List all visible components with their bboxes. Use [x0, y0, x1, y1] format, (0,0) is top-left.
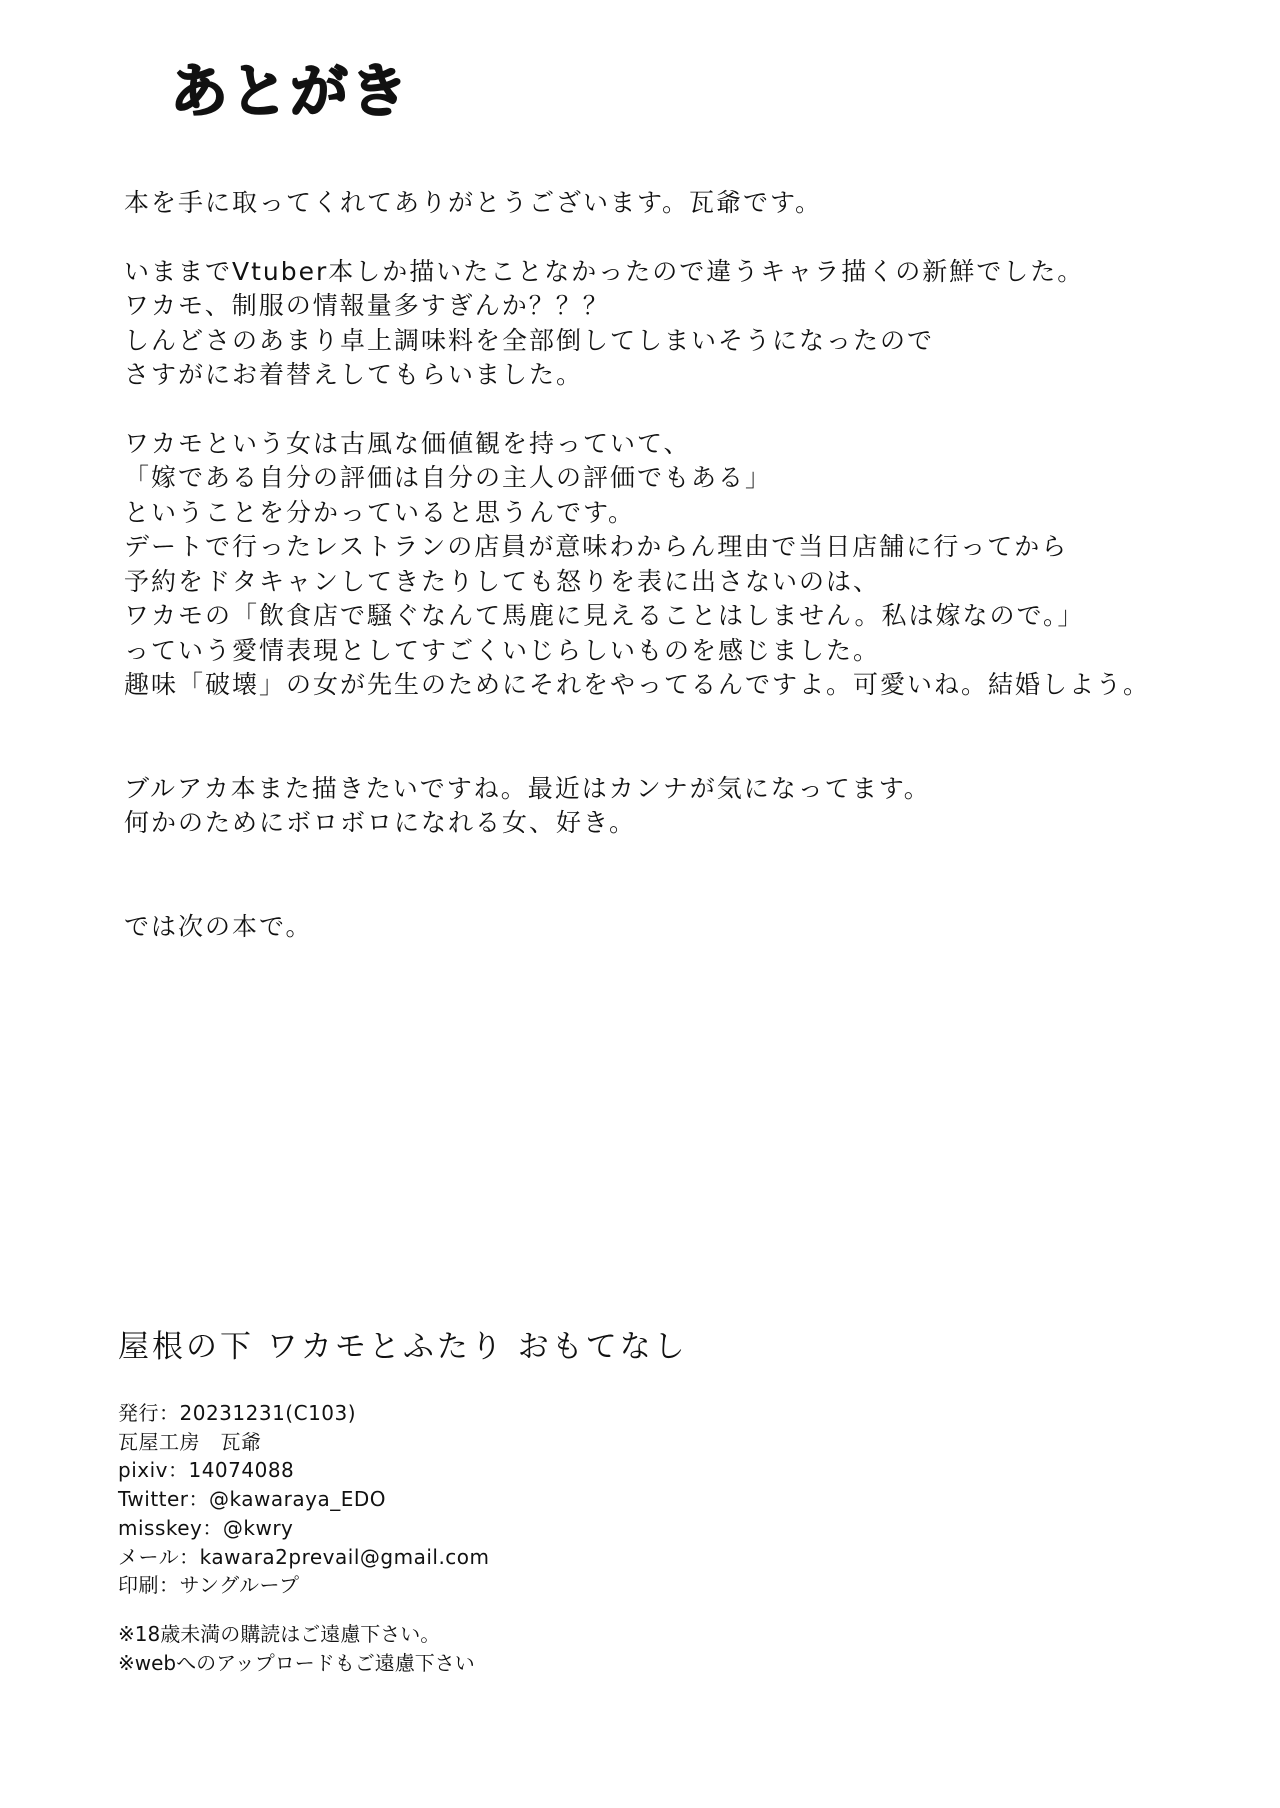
notices [118, 1620, 818, 1678]
paragraph-closing [124, 910, 1204, 945]
upload-restriction-note: ※webへのアップロードもご遠慮下さい [118, 1650, 475, 1675]
text-line: っていう愛情表現としてすごくいじらしいものを感じました。 [124, 635, 881, 665]
text-line: 本を手に取ってくれてありがとうございます。瓦爺です。 [124, 188, 823, 217]
text-line: 「嫁である自分の評価は自分の主人の評価でもある」 [124, 463, 773, 492]
age-restriction-note: ※18歳未満の購読はご遠慮下さい。 [118, 1621, 441, 1646]
email-address: メール：kawara2prevail@gmail.com [118, 1544, 490, 1569]
text-line: ワカモという女は古風な価値観を持っていて、 [124, 428, 691, 458]
paragraph-greeting [124, 186, 1204, 221]
circle-author: 瓦屋工房 瓦爺 [118, 1429, 262, 1454]
text-line: しんどさのあまり卓上調味料を全部倒してしまいそうになったので [124, 325, 935, 355]
text-line: では次の本で。 [124, 911, 313, 941]
paragraph-wakamo [124, 427, 1204, 703]
publish-date: 発行：20231231(C103) [118, 1401, 357, 1425]
text-line: 何かのためにボロボロになれる女、好き。 [124, 808, 637, 837]
text-line: 趣味「破壊」の女が先生のためにそれをやってるんですよ。可愛いね。結婚しよう。 [124, 670, 1151, 699]
twitter-handle: Twitter：@kawaraya_EDO [118, 1487, 386, 1512]
text-line: デートで行ったレストランの店員が意味わからん理由で当日店舗に行ってから [124, 532, 1069, 561]
text-line: いままでVtuber本しか描いたことなかったので違うキャラ描くの新鮮でした。 [124, 256, 1085, 286]
text-line: ということを分かっていると思うんです。 [124, 497, 636, 527]
book-title: 屋根の下 ワカモとふたり おもてなし [118, 1329, 688, 1365]
afterword-body [124, 186, 1204, 944]
pixiv-id: pixiv：14074088 [118, 1458, 295, 1483]
paragraph-character [124, 255, 1204, 393]
text-line: さすがにお着替えしてもらいました。 [124, 360, 584, 389]
text-line: 予約をドタキャンしてきたりしても怒りを表に出さないのは、 [124, 566, 881, 596]
text-line: ワカモの「飲食店で騒ぐなんて馬鹿に見えることはしません。私は嫁なので。」 [124, 601, 1085, 630]
text-line: ワカモ、制服の情報量多すぎんか？？？ [124, 291, 610, 320]
printer: 印刷：サングループ [118, 1573, 300, 1598]
paragraph-next-plans [124, 772, 1204, 841]
misskey-handle: misskey：@kwry [118, 1515, 294, 1540]
colophon [118, 1329, 818, 1678]
text-line: ブルアカ本また描きたいですね。最近はカンナが気になってます。 [124, 773, 931, 803]
afterword-heading: あとがき [170, 57, 411, 125]
publication-info [118, 1399, 818, 1600]
